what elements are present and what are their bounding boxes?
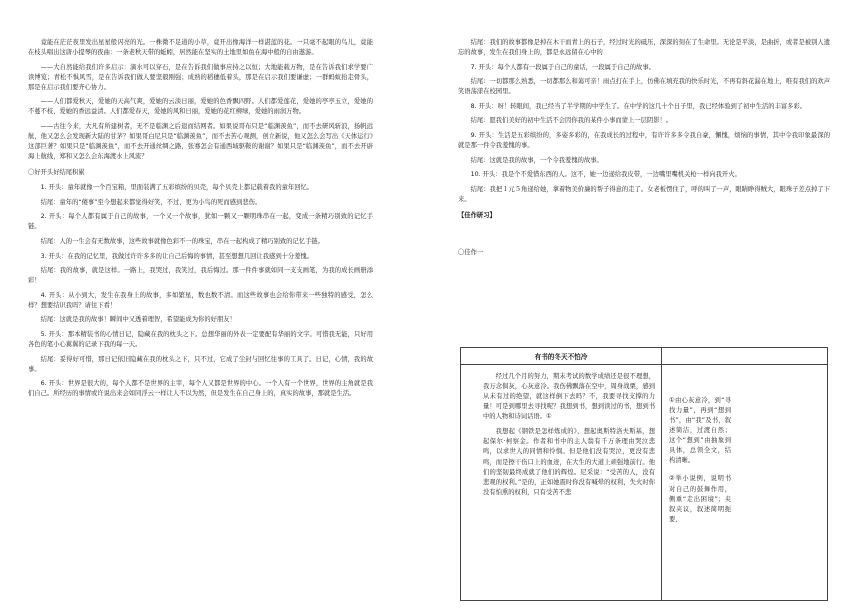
ending-example bbox=[28, 266, 373, 286]
item-head: 开头： bbox=[478, 102, 498, 110]
ending-example bbox=[458, 156, 830, 166]
item-number: 6 bbox=[40, 380, 45, 388]
item-head: 开头： bbox=[48, 291, 69, 299]
item-head: 结尾： bbox=[470, 185, 490, 193]
item-text: 每个人都有一段属于自己的童话，一段属于自己的故事。 bbox=[497, 63, 655, 71]
item-text: 每个人都有属于自己的故事，一个又一个故事，犹如一颗又一颗明珠串在一起，变成一条精巧别致的记忆手链。 bbox=[28, 213, 374, 231]
opening-example: 7. 开头：每个人都有一段属于自己的童话，一段属于自己的故事。 bbox=[470, 63, 655, 71]
item-head: 开头： bbox=[478, 63, 498, 71]
item-head: 结尾： bbox=[40, 355, 60, 363]
right-column bbox=[458, 38, 830, 263]
example-label: 〇佳作一 bbox=[458, 248, 484, 256]
item-head: 开头： bbox=[48, 184, 68, 192]
item-head: 开头： bbox=[48, 380, 68, 388]
opening-example: 3. 开头：在我的记忆里，我做过许许多多的让自己后悔的事情，甚至想想几回让我感到十分羞愧。 bbox=[40, 252, 314, 260]
item-head: 开头： bbox=[478, 131, 498, 139]
opening-example: 1. 开头：童年就像一个百宝箱，里面装满了五彩缤纷的贝壳，每个贝壳上都记载着我的童年回忆。 bbox=[40, 184, 314, 192]
item-text: 那本精装书的心情日记，隐藏在我的枕头之下。总想华丽的外表一定要配有华丽的文字。可惜我无能，只好用各色的笔小心翼翼的记录下我的每一天。 bbox=[28, 330, 374, 348]
item-text: 童年就像一个百宝箱，里面装满了五彩缤纷的贝壳，每个贝壳上都记载着我的童年回忆。 bbox=[67, 184, 314, 192]
ending-example bbox=[458, 116, 830, 126]
item-number: 2 bbox=[40, 213, 45, 221]
essay-title-rule bbox=[461, 364, 827, 365]
item-number: 9 bbox=[470, 131, 475, 139]
item-head: 结尾： bbox=[40, 198, 60, 206]
item-head: 结尾： bbox=[40, 267, 60, 275]
item-text: 这就是我的故事，一个令我羞愧的故事。 bbox=[489, 156, 603, 164]
right-items bbox=[458, 38, 830, 205]
left-column bbox=[28, 38, 373, 404]
item-head: 开头： bbox=[48, 252, 68, 260]
item-number: 8 bbox=[470, 102, 475, 110]
opening-example: 9. 开头：生活是五彩缤纷的，多姿多彩的，在我成长的过程中，有许许多多令我自豪，懈愧，烦恼的事情，其中令我印象最深的就是那一件令我羞愧的事。 bbox=[458, 131, 831, 149]
item-text: 在我的记忆里，我做过许许多多的让自己后悔的事情，甚至想想几回让我感到十分羞愧。 bbox=[67, 252, 314, 260]
item-text: 世界是很大的，每个人都不是世界的主宰，每个人又都是世界的中心。一个人有一个世界，世界的主角就是我们自己。所经历的事情或许说出来会如同浮云一样让人不以为然，但是发生在自己身上的，真实的故事，那就是生活。 bbox=[28, 380, 374, 398]
item-text: 妥得好可惜，那日记依旧隐藏在我的枕头之下，只不过，它成了尘封与回忆往事的工具了。日记，心情，我的故事。 bbox=[28, 355, 374, 373]
opening-example: 10. 开头：我是个不爱惜东西的人。这不，她一边递给我皮带，一边嘴里嘴机关枪一样向我开火。 bbox=[470, 171, 741, 179]
ending-example bbox=[458, 185, 830, 205]
research-label: 【佳作研习】 bbox=[458, 211, 496, 219]
item-number: 10 bbox=[470, 171, 479, 179]
essay-paragraph: 我想起《钢铁是怎样炼成的》，想起奥斯特洛夫斯基，想起保尔·柯察金。作者和书中的主人翁有千万条理由哭泣悲鸣，以求世人的同情和怜悯。但是他们没有哭泣，更没有悲鸣，而是擦干伤口上的血迹，在大生的大道上顽强地前行。他们的坚韧最终成就了他们的辉煌。尼采说：“受苦的人，没有悲观的权利。”是的，正如她震时你没有喊晕的权利，失火时你没有怕熏的权利，只有受苦不悲 bbox=[483, 428, 655, 496]
item-head: 结尾： bbox=[40, 238, 60, 245]
item-head: 开头： bbox=[48, 330, 68, 338]
ending-example bbox=[28, 315, 373, 325]
essay-annotation: ①由心灰意冷，到“寻找力量”，再到“想到书”，由“我”及书，叙述简洁，过渡自然；这个“想到”由抽象到具体，总领全文，结构清晰。 bbox=[669, 397, 731, 465]
item-text: 童年的“傻事”至今想起来都觉得好笑，不过，更为小鸟的死而感到悲伤。 bbox=[59, 198, 262, 206]
essay-paragraph: 经过几个月的努力，期末考试的数学成绩还是很不理想，我万念俱灰，心灰意冷。我伤佛飘落在空中，周身战栗，感到从未有过的绝望，就这样倒下去吗？不，我要寻找支撑的力量！可是到哪里去寻找呢？我想到书，想到读过的书，想到书中的人物和诗词话语。① bbox=[483, 373, 655, 421]
essay-box bbox=[460, 347, 828, 601]
item-head: 开头： bbox=[48, 213, 69, 221]
essay-annotation: ②举小说例，说明书对自己的鼓舞作用，侧重“走出困境”；夹叙夹议，叙述简明扼要， bbox=[669, 475, 731, 523]
item-head: 结尾： bbox=[40, 316, 60, 324]
item-head: 结尾： bbox=[470, 156, 490, 164]
item-head: 结尾： bbox=[470, 78, 490, 86]
item-head: 开头： bbox=[482, 171, 502, 179]
item-number: 5 bbox=[40, 330, 45, 338]
item-text: 我把１元５角递给她，拿着物美价廉的帮子得意的走了。女老板愣住了，呼的叫了一声，眼睛睁得贼大，眼珠子差点掉了下来。 bbox=[458, 185, 831, 203]
essay-title: 有书的冬天不怕冷 bbox=[534, 353, 588, 361]
section-title: 〇好开头好结尾积累 bbox=[28, 169, 85, 177]
opening-example: 2. 开头：每个人都有属于自己的故事，一个又一个故事，犹如一颗又一颗明珠串在一起，变成一条精巧别致的记忆手链。 bbox=[28, 213, 374, 231]
item-text: 我们的故事都像是掉在木干而青上的石子，经过时光的砥压，深深的刻在了生命里。无论是平淡，是曲折，或者是被别人遗忘的故事，发生在我们身上的，都是永远留在心中的 bbox=[458, 39, 831, 57]
left-items bbox=[28, 183, 373, 399]
item-text: 这就是我的故事！瞬间中又透着理智，希望能成为你的好朋友！ bbox=[59, 316, 236, 324]
ending-example bbox=[28, 355, 373, 375]
left-intro-paragraphs bbox=[28, 38, 373, 162]
essay-divider bbox=[661, 348, 662, 600]
item-number: 7 bbox=[470, 63, 475, 71]
intro-paragraph: 竟能在茫茫夜里发出星星般闪亮的光。一株微不足道的小草，竟开出像海洋一样湛蓝的花。一只毫不起眼的鸟儿，竟能在枝头唱出这唐小提琴的夜曲：一条老秋天带的蚯蚓，居然能在坚实的土地里如鱼在海中般的自由遨游。 bbox=[28, 39, 373, 57]
item-text: 我是个不爱惜东西的人。这不，她一边递给我皮带，一边嘴里嘴机关枪一样向我开火。 bbox=[501, 171, 741, 179]
item-number: 3 bbox=[40, 252, 45, 260]
essay-notes bbox=[669, 396, 731, 533]
item-text: 一切都那么熟悉，一切都那么和蔼可亲！雨点打在手上，仿佛在填充我的快乐时光，不再有斜花漏在地上，唯有我们的欢声笑语荡漾在校园里。 bbox=[458, 78, 831, 96]
item-text: 人的一生会有无数故事，这些故事就像色彩不一的珠宝，串在一起构成了精巧别致的记忆手链。 bbox=[59, 238, 324, 245]
intro-paragraph: ——人们都爱秋天，爱她的天高气爽，爱她的云淡日丽，爱她的色香飘四野。人们都爱莲花，爱她的亭亭玉立，爱她的不蔓不枝，爱她的香远益清。人们都爱春天，爱她的风和日丽，爱她的花红柳绿，爱她的雨润万物。 bbox=[28, 98, 373, 116]
item-text: 从小到大，发生在我身上的故事，多如繁星，数也数不清。而这些故事也会给你带来一些独特的感受，怎么样？想要结识我吗？请往下看！ bbox=[28, 291, 374, 309]
opening-example: 6. 开头：世界是很大的，每个人都不是世界的主宰，每个人又都是世界的中心。一个人有一个世界，世界的主角就是我们自己。所经历的事情或许说出来会如同浮云一样让人不以为然，但是发生在自己身上的，真实的故事，那就是生活。 bbox=[28, 380, 374, 398]
opening-example: 8. 开头：呀！转眼间，我已经当了半学期的中学生了。在中学的这几十个日子里，我已经体验到了初中生活的丰富多彩。 bbox=[470, 102, 807, 110]
item-number: 1 bbox=[40, 184, 45, 192]
item-text: 呀！转眼间，我已经当了半学期的中学生了。在中学的这几十个日子里，我已经体验到了初中生活的丰富多彩。 bbox=[497, 102, 807, 110]
item-head: 结尾： bbox=[470, 117, 490, 125]
essay-body bbox=[483, 372, 655, 503]
opening-example: 5. 开头：那本精装书的心情日记，隐藏在我的枕头之下。总想华丽的外表一定要配有华丽的文字。可惜我无能，只好用各色的笔小心翼翼的记录下我的每一天。 bbox=[28, 330, 374, 348]
item-text: 生活是五彩缤纷的，多姿多彩的，在我成长的过程中，有许许多多令我自豪，懈愧，烦恼的事情，其中令我印象最深的就是那一件令我羞愧的事。 bbox=[458, 131, 831, 149]
ending-example bbox=[28, 198, 373, 208]
item-head: 结尾： bbox=[470, 39, 490, 46]
intro-paragraph: ——古往今来，大凡有所建树者，无不是临渊之后退而结网者。如果说哥布只是“临渊羡鱼”，而不去研风斩浪，扬帆远航，他又怎么会发现新大陆的甘茅？如果哥白尼只是“临渊羡鱼”，而不去苦心观测，创立新说，他又怎么会写出《天体运行》这部巨著？如果只是“临渊羡鱼”，而不去开通丝绸之路，张骞怎会有通西域驱鞍的谢谢？如果只是“临渊羡鱼”，而不去开辟海上航线，郑和又怎么会东海渡水上风流？ bbox=[28, 122, 373, 161]
ending-example bbox=[28, 237, 373, 247]
ending-example bbox=[458, 38, 830, 58]
ending-example bbox=[458, 77, 830, 97]
item-text: 愿我们美好的初中生活不会因你我的某件小事而蒙上一层阴影！。 bbox=[489, 117, 673, 125]
item-text: 我的故事，就是这样。一路上，我哭过，我笑过，我后悔过。那一件件事就如同一支支画笔，为我的成长画册添彩！ bbox=[28, 267, 374, 285]
item-number: 4 bbox=[40, 291, 45, 299]
intro-paragraph: ——大自然能给我们许多启示：滴水可以穿石，是在告诉我们做事应持之以恒；大地能载万物，是在告诉我们求学要广读博览；青松不惧风雪，是在告诉我们做人要坚毅刚强；成熟的稻穗低着头，那是在启示我们要谦虚；一群蚂蚁抬走骨头，那是在启示我们要齐心协力。 bbox=[28, 63, 373, 91]
opening-example: 4. 开头：从小到大，发生在我身上的故事，多如繁星，数也数不清。而这些故事也会给你带来一些独特的感受，怎么样？想要结识我吗？请往下看！ bbox=[28, 291, 374, 309]
